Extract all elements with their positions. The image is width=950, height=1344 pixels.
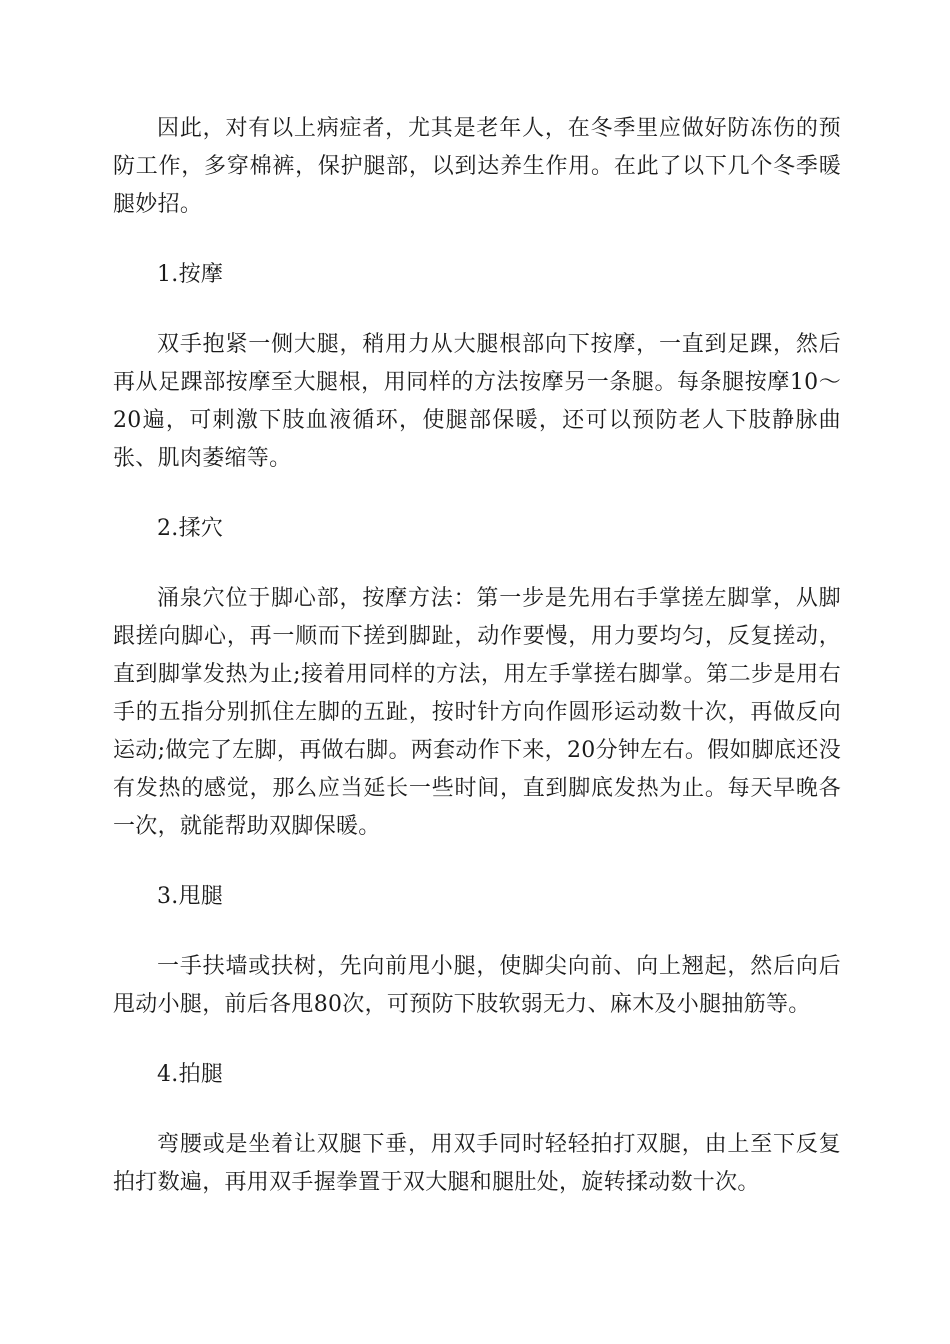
section-heading-leg-pat: 4.拍腿: [157, 1062, 224, 1087]
section-heading-acupoint: 2.揉穴: [157, 516, 224, 541]
section-body-leg-swing: 一手扶墙或扶树，先向前甩小腿，使脚尖向前、向上翘起，然后向后甩动小腿，前后各甩80次，可预防下肢软弱无力、麻木及小腿抽筋等。: [113, 954, 841, 1017]
section-heading-massage: 1.按摩: [157, 262, 224, 287]
section-body-acupoint: 涌泉穴位于脚心部，按摩方法：第一步是先用右手掌搓左脚掌，从脚跟搓向脚心，再一顺而下搓到脚趾，动作要慢，用力要均匀，反复搓动，直到脚掌发热为止;接着用同样的方法，用左手掌搓右脚掌。第二步是用右手的五指分别抓住左脚的五趾，按时针方向作圆形运动数十次，再做反向运动;做完了左脚，再做右脚。两套动作下来，20分钟左右。假如脚底还没有发热的感觉，那么应当延长一些时间，直到脚底发热为止。每天早晚各一次，就能帮助双脚保暖。: [113, 586, 841, 839]
intro-paragraph: 因此，对有以上病症者，尤其是老年人，在冬季里应做好防冻伤的预防工作，多穿棉裤，保护腿部，以到达养生作用。在此了以下几个冬季暖腿妙招。: [113, 116, 841, 217]
section-body-massage: 双手抱紧一侧大腿，稍用力从大腿根部向下按摩，一直到足踝，然后再从足踝部按摩至大腿根，用同样的方法按摩另一条腿。每条腿按摩10～20遍，可刺激下肢血液循环，使腿部保暖，还可以预防老人下肢静脉曲张、肌肉萎缩等。: [113, 332, 841, 471]
section-heading-leg-swing: 3.甩腿: [157, 884, 224, 909]
document-body: [113, 110, 841, 1234]
section-body-leg-pat: 弯腰或是坐着让双腿下垂，用双手同时轻轻拍打双腿，由上至下反复拍打数遍，再用双手握拳置于双大腿和腿肚处，旋转揉动数十次。: [113, 1132, 841, 1195]
